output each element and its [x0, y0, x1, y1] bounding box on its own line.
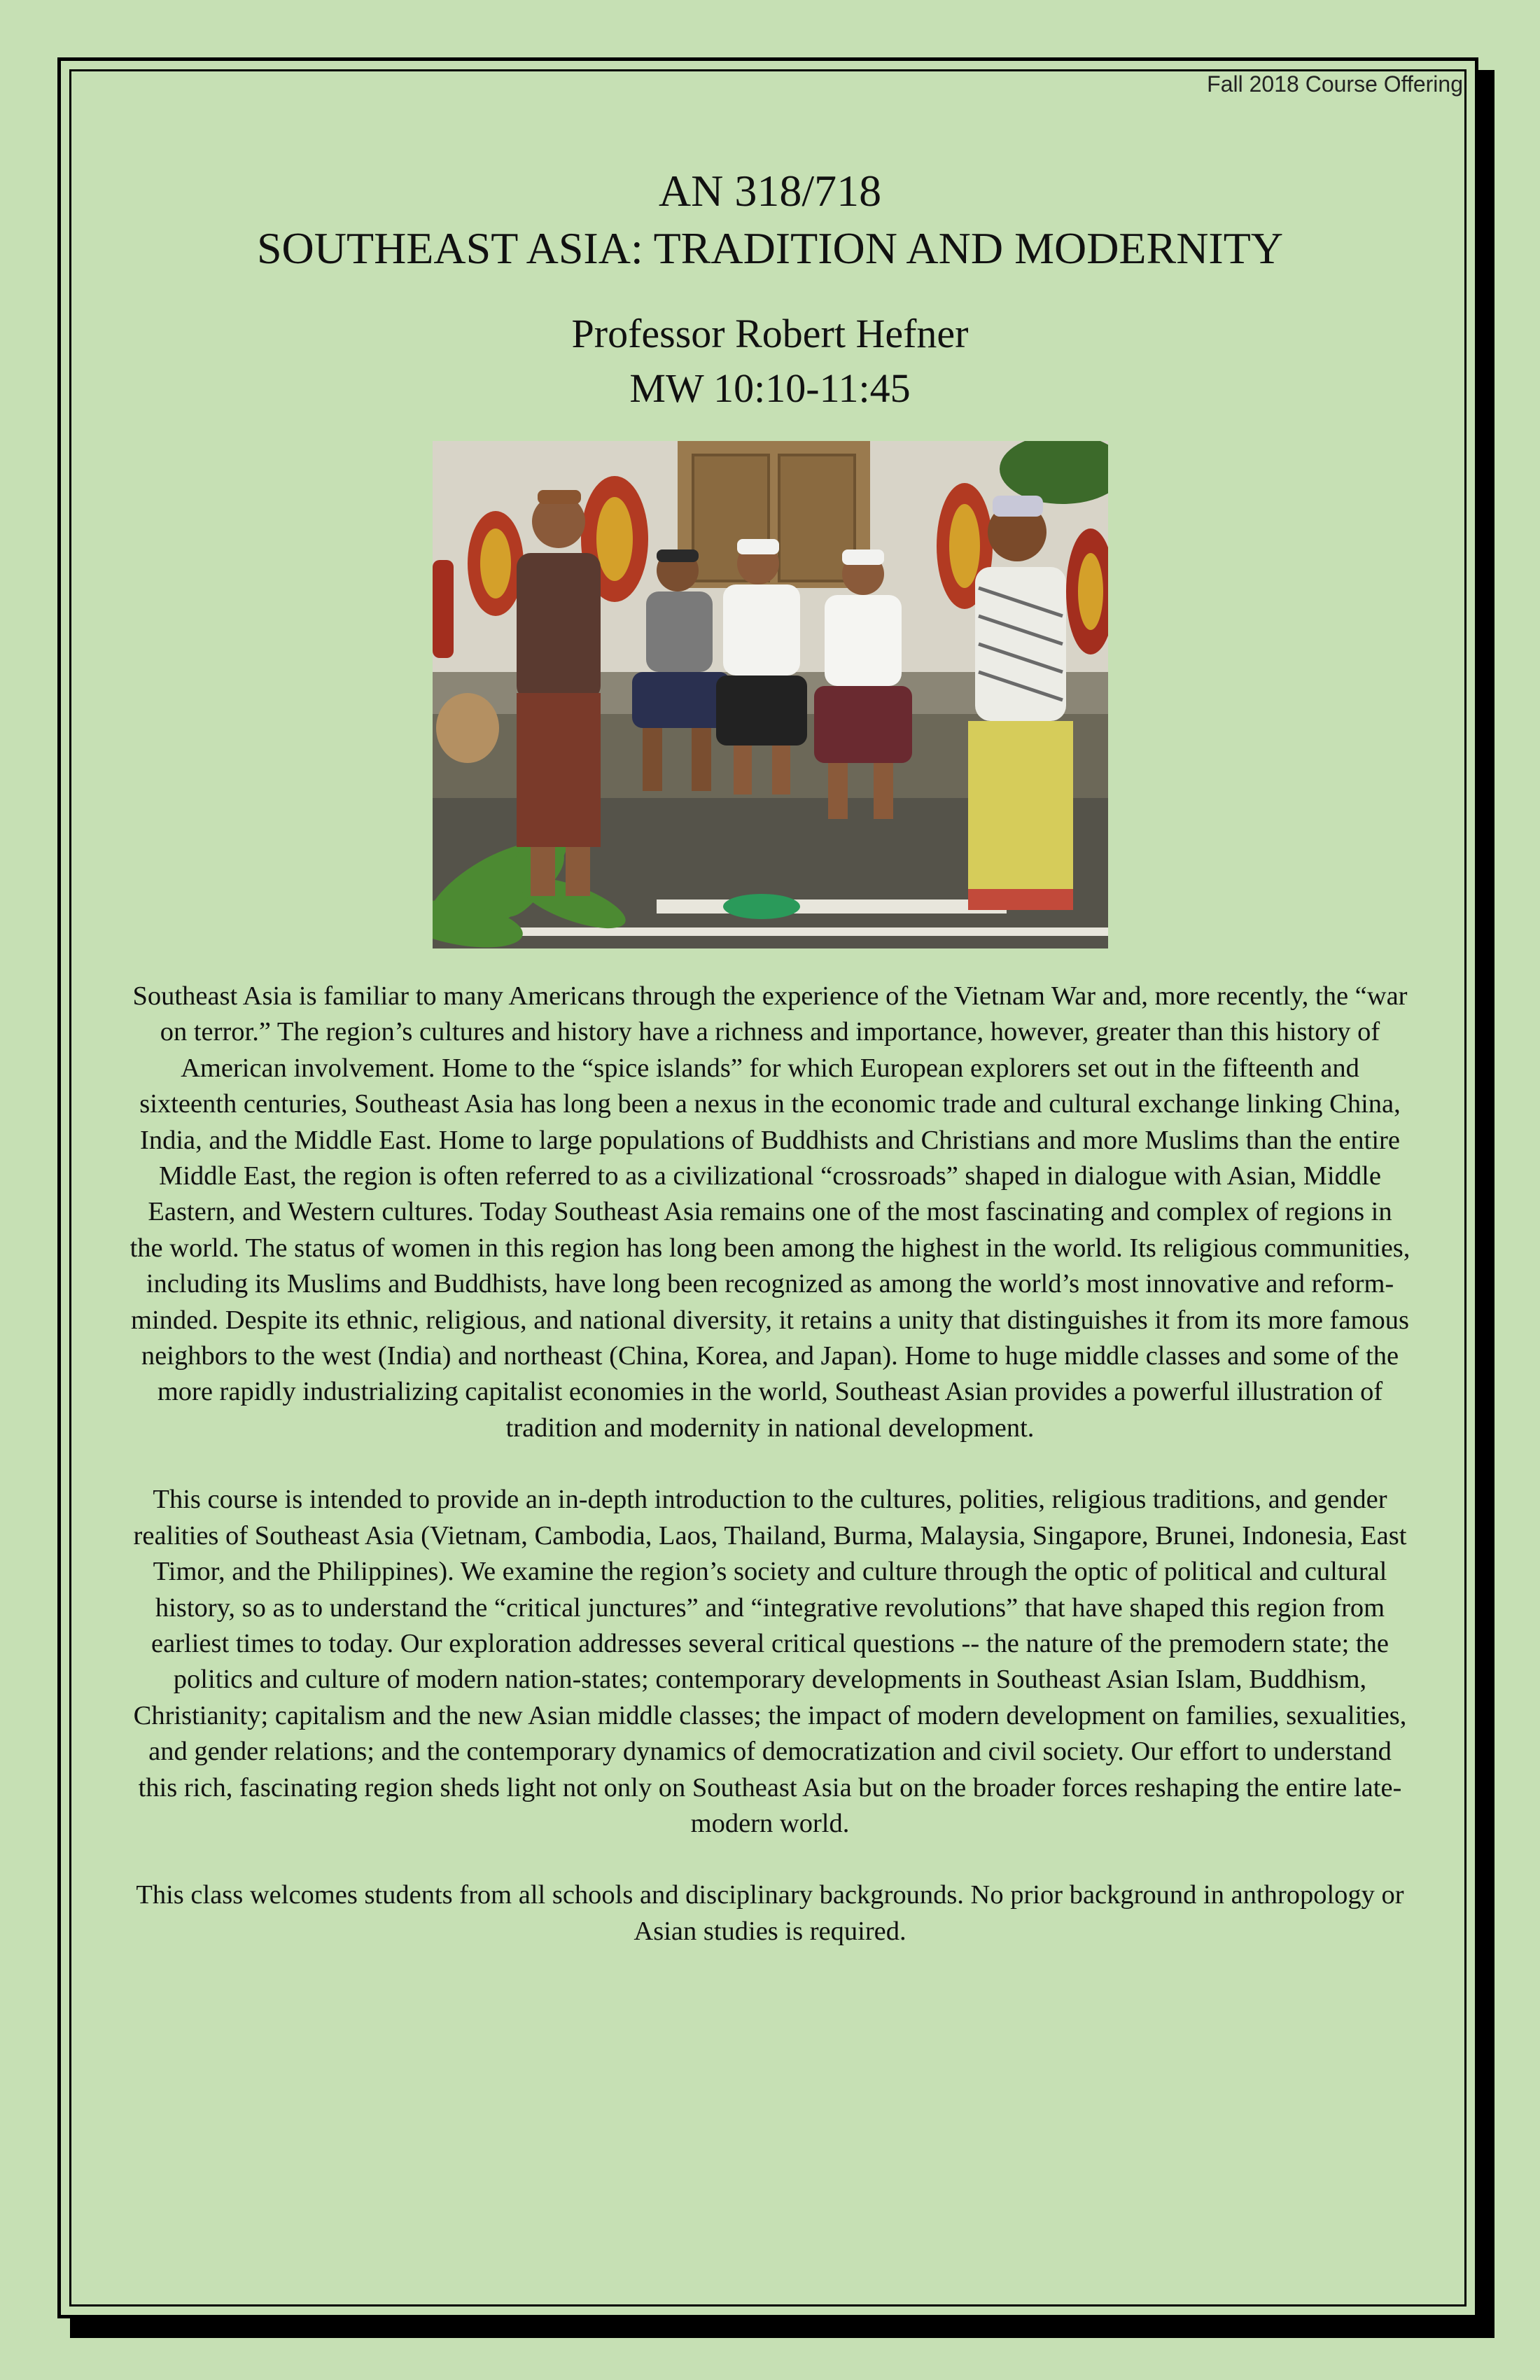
- description-paragraph: This course is intended to provide an in-depth introduction to the cultures, polities, religious traditions, and gender realities of Southeast Asia (Vietnam, Cambodia, Laos, Thailand, Burma, Malaysia, Singapore, Brunei, Indonesia, East Timor, and the Philippines). We examine the region’s society and culture through the optic of political and cultural history, so as to understand the “critical junctures” and “integrative revolutions” that have shaped this region from earliest times to today. Our exploration addresses several critical questions -- the nature of the premodern state; the politics and culture of modern nation-states; contemporary developments in Southeast Asian Islam, Buddhism, Christianity; capitalism and the new Asian middle classes; the impact of modern development on families, sexualities, and gender relations; and the contemporary dynamics of democratization and civil society. Our effort to understand this rich, fascinating region sheds light not only on Southeast Asia but on the broader forces reshaping the entire late-modern world.: [133, 1485, 1407, 1838]
- professor-name: Professor Robert Hefner: [571, 311, 969, 356]
- course-title-block: [0, 162, 1540, 277]
- class-schedule: MW 10:10-11:45: [629, 365, 911, 411]
- course-description: [130, 979, 1410, 1985]
- course-offering-label: Fall 2018 Course Offering: [1207, 71, 1463, 97]
- group-photo: [433, 441, 1108, 948]
- course-title: SOUTHEAST ASIA: TRADITION AND MODERNITY: [256, 223, 1284, 273]
- course-code: AN 318/718: [658, 166, 882, 216]
- instructor-block: [0, 307, 1540, 416]
- description-paragraph: This class welcomes students from all schools and disciplinary backgrounds. No prior background in anthropology or Asian studies is required.: [136, 1880, 1404, 1946]
- description-paragraph: Southeast Asia is familiar to many Americans through the experience of the Vietnam War and, more recently, the “war on terror.” The region’s cultures and history have a richness and importance, however, greater than this history of American involvement. Home to the “spice islands” for which European explorers set out in the fifteenth and sixteenth centuries, Southeast Asia has long been a nexus in the economic trade and cultural exchange linking China, India, and the Middle East. Home to large populations of Buddhists and Christians and more Muslims than the entire Middle East, the region is often referred to as a civilizational “crossroads” shaped in dialogue with Asian, Middle Eastern, and Western cultures. Today Southeast Asia remains one of the most fascinating and complex of regions in the world. The status of women in this region has long been among the highest in the world. Its religious communities, including its Muslims and Buddhists, have long been recognized as among the world’s most innovative and reform-minded. Despite its ethnic, religious, and national diversity, it retains a unity that distinguishes it from its more famous neighbors to the west (India) and northeast (China, Korea, and Japan). Home to huge middle classes and some of the more rapidly industrializing capitalist economies in the world, Southeast Asian provides a powerful illustration of tradition and modernity in national development.: [130, 981, 1410, 1443]
